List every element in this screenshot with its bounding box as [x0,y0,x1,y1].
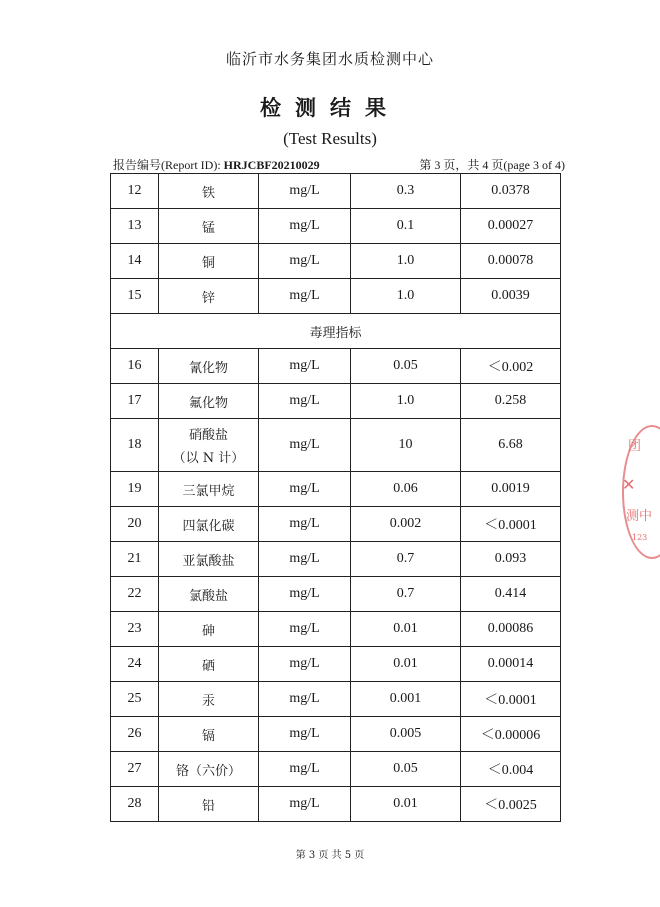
row-number: 16 [111,349,159,384]
item-name: 硒 [159,647,259,682]
item-unit: mg/L [259,577,351,612]
item-result: ＜0.002 [461,349,561,384]
item-result: 0.0039 [461,279,561,314]
item-unit: mg/L [259,647,351,682]
item-limit: 0.06 [351,472,461,507]
item-limit: 0.05 [351,349,461,384]
row-number: 14 [111,244,159,279]
table-row [111,209,561,244]
table-row [111,647,561,682]
table-row [111,682,561,717]
item-unit: mg/L [259,682,351,717]
item-limit: 0.05 [351,752,461,787]
row-number: 25 [111,682,159,717]
item-unit: mg/L [259,349,351,384]
item-limit: 0.7 [351,542,461,577]
table-row [111,577,561,612]
item-result: 0.00027 [461,209,561,244]
item-limit: 1.0 [351,384,461,419]
item-name: 锌 [159,279,259,314]
item-result: ＜0.0001 [461,507,561,542]
row-number: 20 [111,507,159,542]
table-row [111,752,561,787]
item-result: 0.0378 [461,174,561,209]
item-name: 铁 [159,174,259,209]
table-row [111,612,561,647]
item-result: 0.093 [461,542,561,577]
table-row [111,384,561,419]
item-name: 四氯化碳 [159,507,259,542]
item-name: 氰化物 [159,349,259,384]
item-name: 锰 [159,209,259,244]
item-unit: mg/L [259,717,351,752]
item-name: 汞 [159,682,259,717]
row-number: 23 [111,612,159,647]
item-unit: mg/L [259,542,351,577]
table-row [111,787,561,822]
row-number: 15 [111,279,159,314]
item-limit: 0.1 [351,209,461,244]
item-result: 0.414 [461,577,561,612]
item-limit: 0.005 [351,717,461,752]
item-limit: 0.01 [351,647,461,682]
item-limit: 1.0 [351,244,461,279]
item-unit: mg/L [259,419,351,472]
item-name: 氯酸盐 [159,577,259,612]
item-limit: 10 [351,419,461,472]
row-number: 12 [111,174,159,209]
item-result: ＜0.004 [461,752,561,787]
item-name: 铜 [159,244,259,279]
page-info: 第 3 页，共 4 页(page 3 of 4) [419,158,565,172]
item-limit: 0.01 [351,787,461,822]
row-number: 18 [111,419,159,472]
item-name: 砷 [159,612,259,647]
item-result: 0.00078 [461,244,561,279]
item-name: 三氯甲烷 [159,472,259,507]
item-unit: mg/L [259,472,351,507]
page-footer: 第 3 页 共 5 页 [295,850,365,861]
report-id-block [113,156,320,173]
table-row [111,419,561,472]
section-title-toxic: 毒理指标 [111,314,561,349]
section-row [111,314,561,349]
item-unit: mg/L [259,279,351,314]
table-row [111,507,561,542]
item-result: 0.258 [461,384,561,419]
item-name [159,419,259,472]
item-result: ＜0.00006 [461,717,561,752]
page-subtitle: (Test Results) [283,129,377,148]
item-name: 铅 [159,787,259,822]
stamp-char-2: 测中 [626,509,653,524]
organization-name: 临沂市水务集团水质检测中心 [225,50,434,68]
item-name: 铬（六价） [159,752,259,787]
table-row [111,472,561,507]
item-result: ＜0.0025 [461,787,561,822]
item-name-line2: （以 N 计） [172,451,245,466]
item-name: 镉 [159,717,259,752]
report-id-value: HRJCBF20210029 [223,158,320,172]
table-row [111,542,561,577]
item-unit: mg/L [259,384,351,419]
row-number: 27 [111,752,159,787]
table-row [111,349,561,384]
item-result: 0.00014 [461,647,561,682]
table-row [111,717,561,752]
item-result: 0.0019 [461,472,561,507]
table-row [111,279,561,314]
item-name: 氟化物 [159,384,259,419]
item-limit: 0.002 [351,507,461,542]
item-limit: 0.001 [351,682,461,717]
report-info-line [113,156,565,174]
item-result: 6.68 [461,419,561,472]
row-number: 26 [111,717,159,752]
item-name: 亚氯酸盐 [159,542,259,577]
item-limit: 0.7 [351,577,461,612]
item-unit: mg/L [259,244,351,279]
row-number: 22 [111,577,159,612]
row-number: 17 [111,384,159,419]
item-unit: mg/L [259,209,351,244]
row-number: 13 [111,209,159,244]
seal-stamp: 团 ✕ 测中 123 [622,425,660,559]
row-number: 24 [111,647,159,682]
item-limit: 0.01 [351,612,461,647]
stamp-char-3: 123 [632,533,648,542]
item-limit: 1.0 [351,279,461,314]
item-limit: 0.3 [351,174,461,209]
row-number: 28 [111,787,159,822]
item-name-line1: 硝酸盐 [188,428,228,443]
table-row [111,174,561,209]
row-number: 21 [111,542,159,577]
item-result: 0.00086 [461,612,561,647]
report-id-label: 报告编号(Report ID): [113,158,224,172]
item-unit: mg/L [259,174,351,209]
item-unit: mg/L [259,787,351,822]
results-table [110,173,561,822]
item-unit: mg/L [259,752,351,787]
stamp-char-1: 团 [628,439,642,454]
item-unit: mg/L [259,507,351,542]
table-row [111,244,561,279]
page-title: 检测结果 [260,95,400,120]
item-result: ＜0.0001 [461,682,561,717]
row-number: 19 [111,472,159,507]
item-unit: mg/L [259,612,351,647]
